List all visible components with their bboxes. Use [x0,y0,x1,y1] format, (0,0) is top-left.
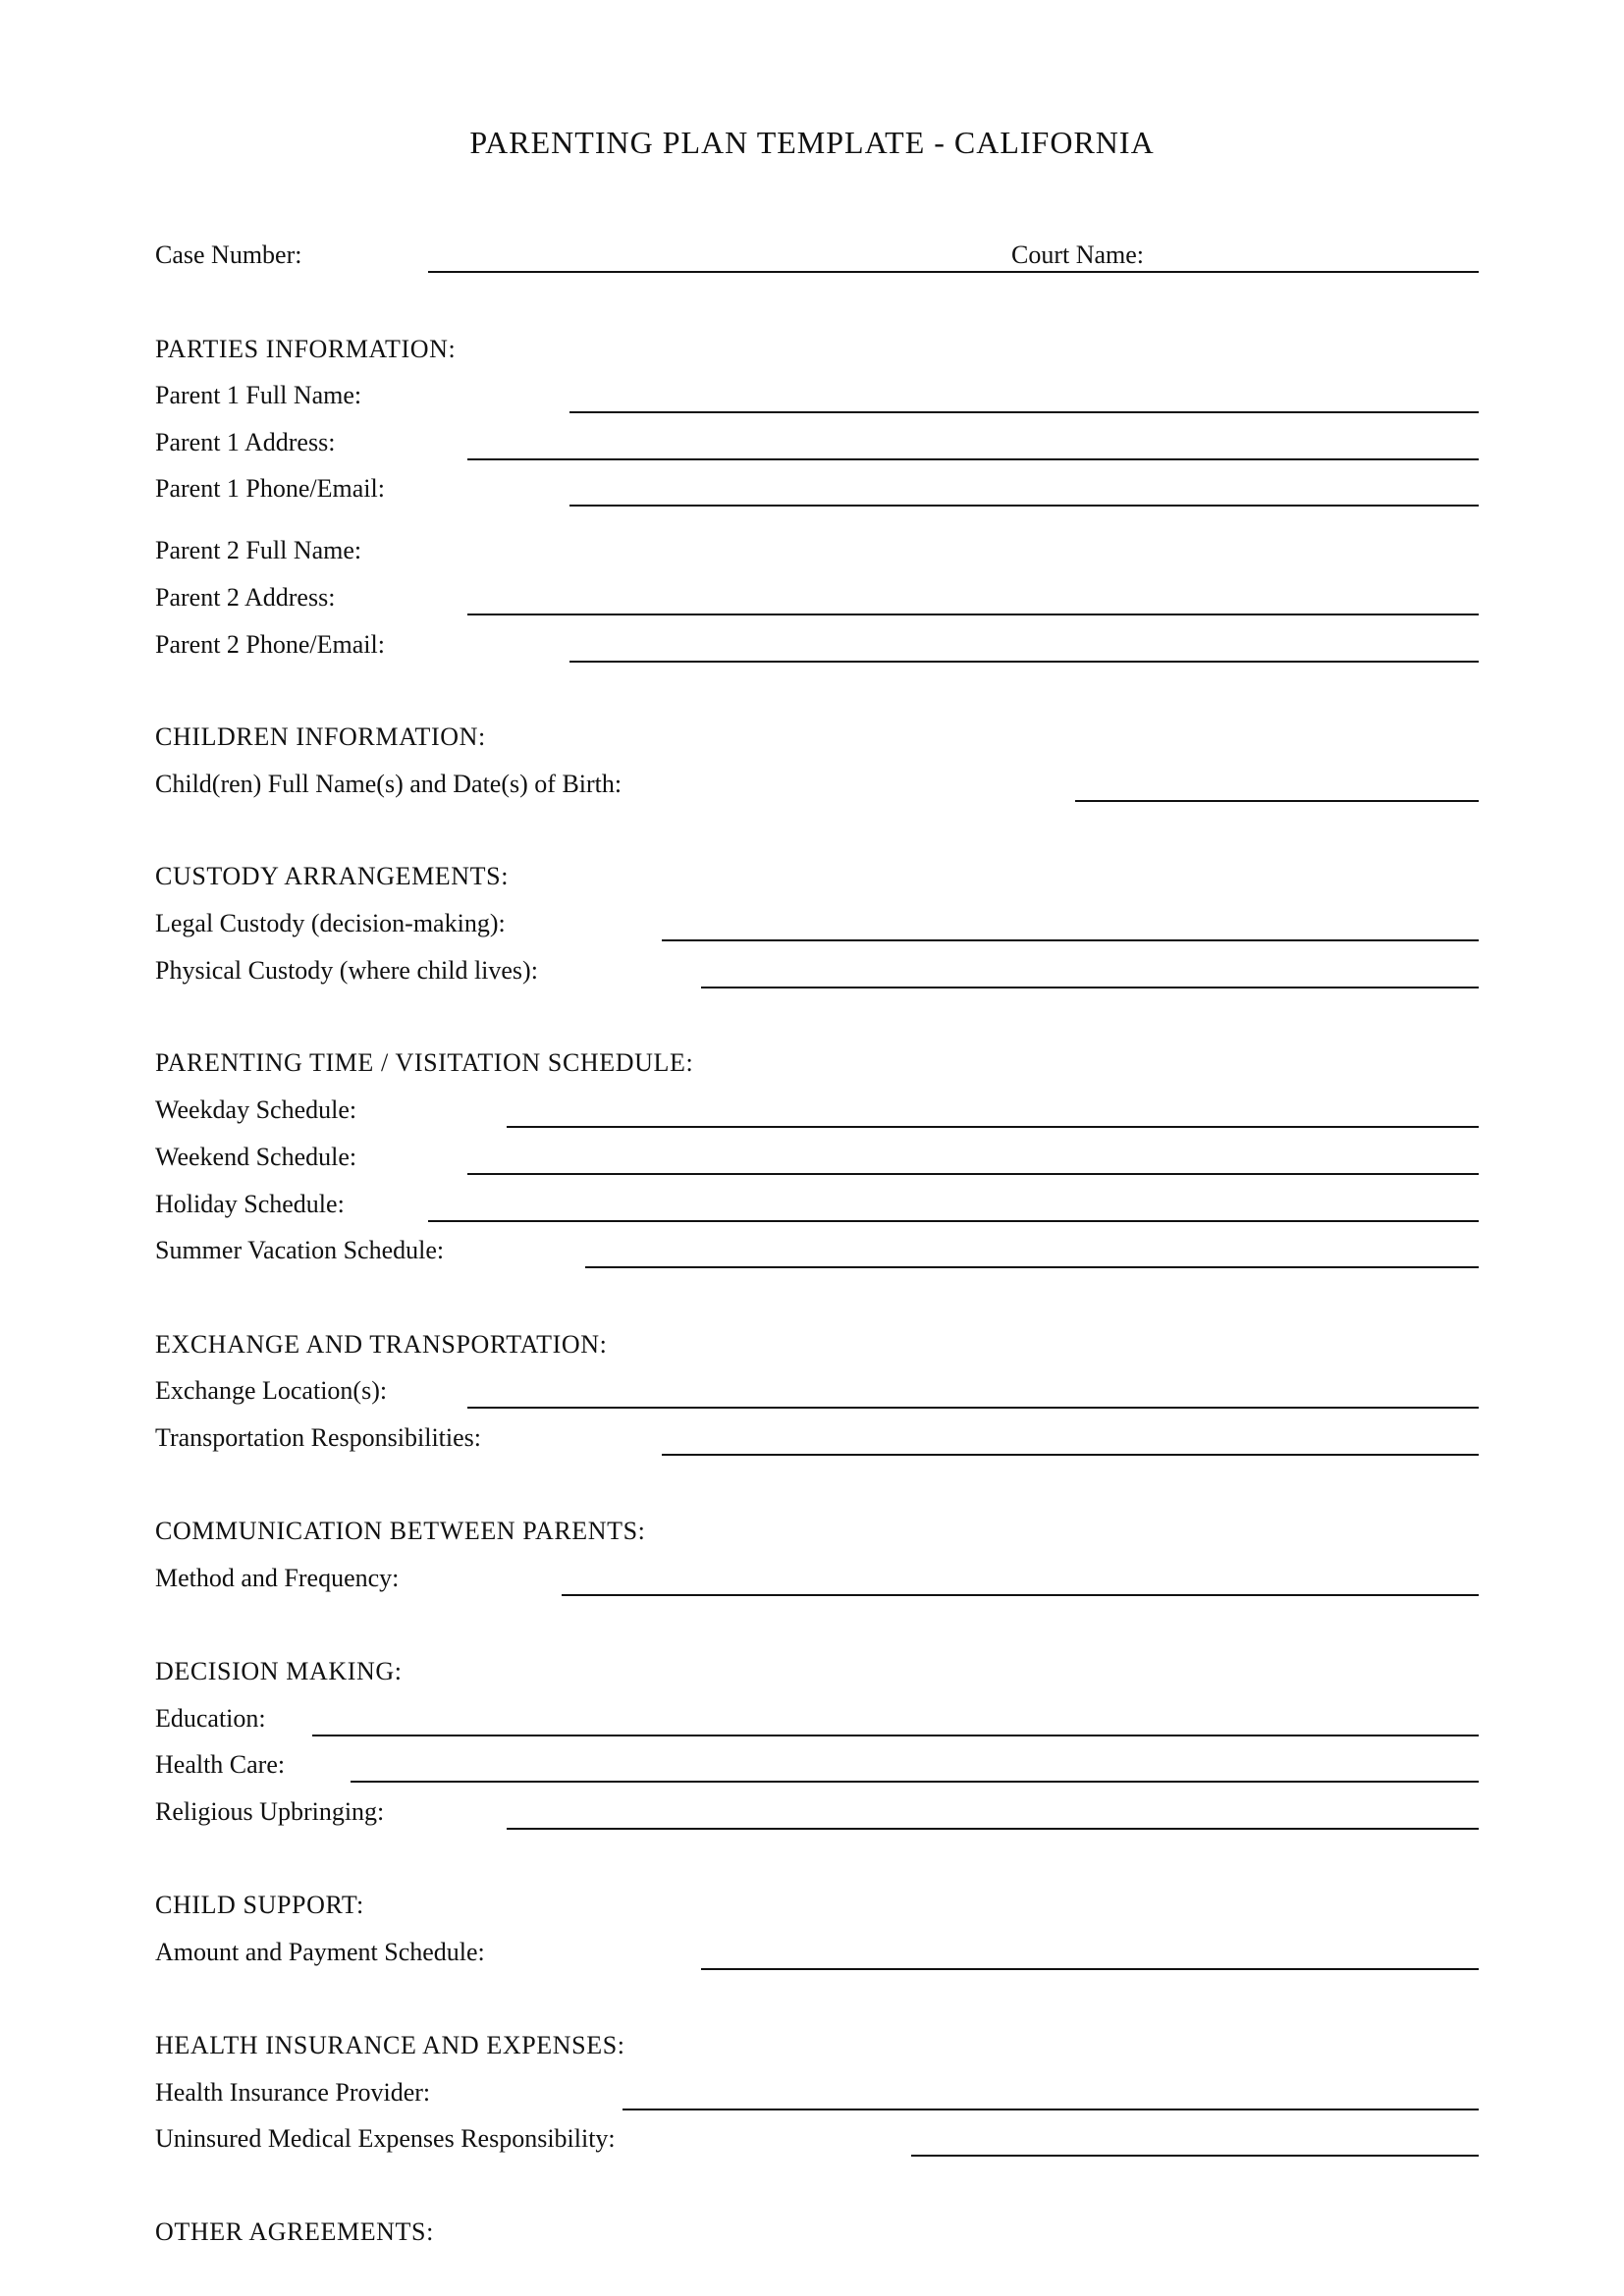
education-field[interactable] [312,1735,1479,1736]
exchange-heading: EXCHANGE AND TRANSPORTATION: [155,1330,608,1359]
parent1-contact-field[interactable] [569,505,1479,507]
holiday-schedule-label: Holiday Schedule: [155,1190,345,1218]
custody-heading: CUSTODY ARRANGEMENTS: [155,862,510,890]
parent2-address-field[interactable] [467,614,1479,615]
summer-schedule-label: Summer Vacation Schedule: [155,1236,445,1264]
parent1-name-label: Parent 1 Full Name: [155,381,362,409]
parent1-address-label: Parent 1 Address: [155,428,336,456]
decision-heading: DECISION MAKING: [155,1657,403,1685]
parent2-contact-label: Parent 2 Phone/Email: [155,630,385,659]
parties-heading: PARTIES INFORMATION: [155,335,457,363]
children-names-field[interactable] [1075,800,1479,802]
religious-field[interactable] [507,1828,1479,1830]
communication-method-label: Method and Frequency: [155,1564,400,1592]
schedule-heading: PARENTING TIME / VISITATION SCHEDULE: [155,1048,694,1077]
insurance-provider-label: Health Insurance Provider: [155,2078,431,2107]
parent2-address-label: Parent 2 Address: [155,583,336,612]
physical-custody-field[interactable] [701,987,1479,988]
other-agreements-heading: OTHER AGREEMENTS: [155,2217,434,2246]
children-names-label: Child(ren) Full Name(s) and Date(s) of Birth: [155,770,623,798]
court-name-label: Court Name: [1011,240,1145,269]
parent1-address-field[interactable] [467,458,1479,460]
transport-field[interactable] [662,1454,1479,1456]
support-amount-label: Amount and Payment Schedule: [155,1938,485,1966]
support-heading: CHILD SUPPORT: [155,1891,364,1919]
parent2-contact-field[interactable] [569,661,1479,663]
children-heading: CHILDREN INFORMATION: [155,722,486,751]
education-label: Education: [155,1704,266,1733]
document-title: PARENTING PLAN TEMPLATE - CALIFORNIA [469,125,1155,160]
holiday-schedule-field[interactable] [428,1220,1479,1222]
legal-custody-field[interactable] [662,939,1479,941]
exchange-location-label: Exchange Location(s): [155,1376,388,1405]
transport-label: Transportation Responsibilities: [155,1423,481,1452]
case-number-label: Case Number: [155,240,302,269]
health-care-label: Health Care: [155,1750,286,1779]
physical-custody-label: Physical Custody (where child lives): [155,956,538,985]
parent2-name-label: Parent 2 Full Name: [155,536,362,564]
uninsured-expenses-label: Uninsured Medical Expenses Responsibility: [155,2124,616,2153]
communication-method-field[interactable] [562,1594,1479,1596]
uninsured-expenses-field[interactable] [911,2155,1479,2157]
weekday-schedule-field[interactable] [507,1126,1479,1128]
religious-label: Religious Upbringing: [155,1797,385,1826]
weekend-schedule-label: Weekend Schedule: [155,1143,357,1171]
parent1-name-field[interactable] [569,411,1479,413]
insurance-provider-field[interactable] [623,2109,1479,2110]
support-amount-field[interactable] [701,1968,1479,1970]
communication-heading: COMMUNICATION BETWEEN PARENTS: [155,1517,646,1545]
health-insurance-heading: HEALTH INSURANCE AND EXPENSES: [155,2031,625,2059]
health-care-field[interactable] [351,1781,1479,1783]
weekend-schedule-field[interactable] [467,1173,1479,1175]
summer-schedule-field[interactable] [585,1266,1479,1268]
case-number-field[interactable] [428,271,1479,273]
legal-custody-label: Legal Custody (decision-making): [155,909,506,937]
parent1-contact-label: Parent 1 Phone/Email: [155,474,385,503]
exchange-location-field[interactable] [467,1407,1479,1409]
weekday-schedule-label: Weekday Schedule: [155,1095,357,1124]
